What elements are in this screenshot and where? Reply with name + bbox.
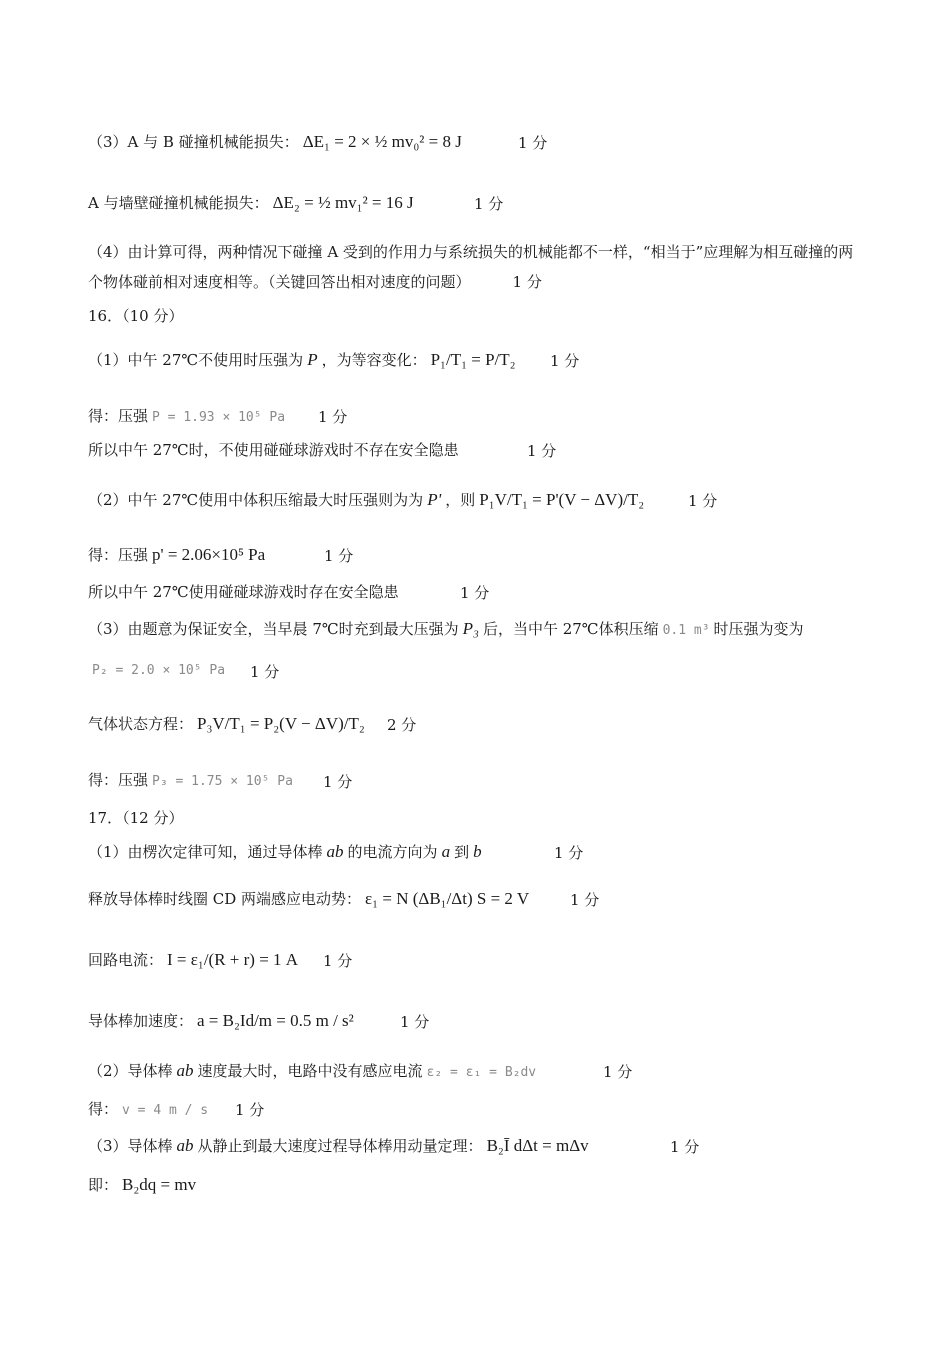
gas-state-equation: 气体状态方程： P₃V/T₁ = P₂(V − ΔV)/T₂ xyxy=(88,714,365,733)
score: 1 分 xyxy=(323,773,353,791)
answer-16-1: （1）中午 27℃不使用时压强为 P ，为等容变化： P₁/T₁ = P/T₂ xyxy=(88,350,516,369)
score: 1 分 xyxy=(474,195,504,213)
formula: P₁V/T₁ = P'(V − ΔV)/T₂ xyxy=(479,490,645,509)
formula: ε₂ = ε₁ = B₂dv xyxy=(426,1065,537,1080)
formula: P₃ = 1.75 × 10⁵ Pa xyxy=(152,774,293,789)
conclusion-risk: 所以中午 27℃使用碰碰球游戏时存在安全隐患 xyxy=(88,583,399,601)
score: 1 分 xyxy=(670,1138,700,1156)
loop-current: 回路电流： I = ε₁/(R + r) = 1 A xyxy=(88,950,299,969)
formula: P = 1.93 × 10⁵ Pa xyxy=(152,410,286,425)
answer-17-3: （3）导体棒 ab 从静止到最大速度过程导体棒用动量定理： B₂Ī dΔt = mΔv xyxy=(88,1136,589,1155)
result-pressure: 得：压强 P = 1.93 × 10⁵ Pa xyxy=(88,407,286,425)
score: 2 分 xyxy=(387,716,417,734)
score: 1 分 xyxy=(527,442,557,460)
formula: P₁/T₁ = P/T₂ xyxy=(430,350,516,369)
score: 1 分 xyxy=(460,584,490,602)
formula: B₂Ī dΔt = mΔv xyxy=(486,1136,589,1155)
score: 1 分 xyxy=(324,547,354,565)
formula: I = ε₁/(R + r) = 1 A xyxy=(167,950,299,969)
result-velocity: 得： v = 4 m / s xyxy=(88,1100,209,1118)
answer-3-wall-collision: A 与墙壁碰撞机械能损失： ΔE₂ = ½ mv₁² = 16 J xyxy=(88,193,414,212)
score: 1 分 xyxy=(512,273,542,291)
score: 1 分 xyxy=(235,1101,265,1119)
formula: ε₁ = N (ΔB₁/Δt) S = 2 V xyxy=(365,889,530,908)
score: 1 分 xyxy=(570,891,600,909)
question-16-heading: 16．（10 分） xyxy=(88,307,184,325)
induced-emf: 释放导体棒时线圈 CD 两端感应电动势： ε₁ = N (ΔB₁/Δt) S = 2 V xyxy=(88,889,530,908)
answer-17-1: （1）由楞次定律可知，通过导体棒 ab 的电流方向为 a 到 b xyxy=(88,842,482,861)
score: 1 分 xyxy=(518,134,548,152)
pressure-p2 xyxy=(88,659,229,681)
answer-4-explanation: （4）由计算可得，两种情况下碰撞 A 受到的作用力与系统损失的机械能都不一样，“相当于”应理解为相互碰撞的两个物体碰前相对速度相等。（关键回答出相对速度的问题） 1 分 xyxy=(88,243,854,291)
score: 1 分 xyxy=(688,492,718,510)
score: 1 分 xyxy=(603,1063,633,1081)
formula: B₂dq = mv xyxy=(122,1175,197,1194)
formula: 0.1 m³ xyxy=(662,623,710,638)
momentum-relation: 即： B₂dq = mv xyxy=(88,1175,197,1194)
formula: a = B₂Id/m = 0.5 m / s² xyxy=(197,1011,354,1030)
score: 1 分 xyxy=(250,663,280,681)
answer-17-2: （2）导体棒 ab 速度最大时，电路中没有感应电流 ε₂ = ε₁ = B₂dv xyxy=(88,1061,537,1080)
formula: ΔE₁ = 2 × ½ mv₀² = 8 J xyxy=(302,132,462,151)
result-pressure: 得：压强 p' = 2.06×10⁵ Pa xyxy=(88,545,266,564)
rod-acceleration: 导体棒加速度： a = B₂Id/m = 0.5 m / s² xyxy=(88,1011,354,1030)
score: 1 分 xyxy=(400,1013,430,1031)
answer-3-ab-collision: （3）A 与 B 碰撞机械能损失： ΔE₁ = 2 × ½ mv₀² = 8 J xyxy=(88,132,462,151)
score: 1 分 xyxy=(554,844,584,862)
formula: v = 4 m / s xyxy=(122,1103,209,1118)
question-17-heading: 17．（12 分） xyxy=(88,809,184,827)
score: 1 分 xyxy=(318,408,348,426)
score: 1 分 xyxy=(323,952,353,970)
formula: P₂ = 2.0 × 10⁵ Pa xyxy=(92,663,226,678)
score: 1 分 xyxy=(550,352,580,370)
formula: p' = 2.06×10⁵ Pa xyxy=(152,545,266,564)
formula: ΔE₂ = ½ mv₁² = 16 J xyxy=(272,193,414,212)
formula: P₃V/T₁ = P₂(V − ΔV)/T₂ xyxy=(197,714,365,733)
conclusion-no-risk: 所以中午 27℃时，不使用碰碰球游戏时不存在安全隐患 xyxy=(88,441,459,459)
answer-16-3: （3）由题意为保证安全，当早晨 7℃时充到最大压强为 P₃ 后，当中午 27℃体积压缩 0.1 m³ 时压强为变为 xyxy=(88,619,804,638)
result-pressure: 得：压强 P₃ = 1.75 × 10⁵ Pa xyxy=(88,771,293,789)
answer-16-2: （2）中午 27℃使用中体积压缩最大时压强则为为 P' ，则 P₁V/T₁ = P'(V − ΔV)/T₂ xyxy=(88,490,645,509)
